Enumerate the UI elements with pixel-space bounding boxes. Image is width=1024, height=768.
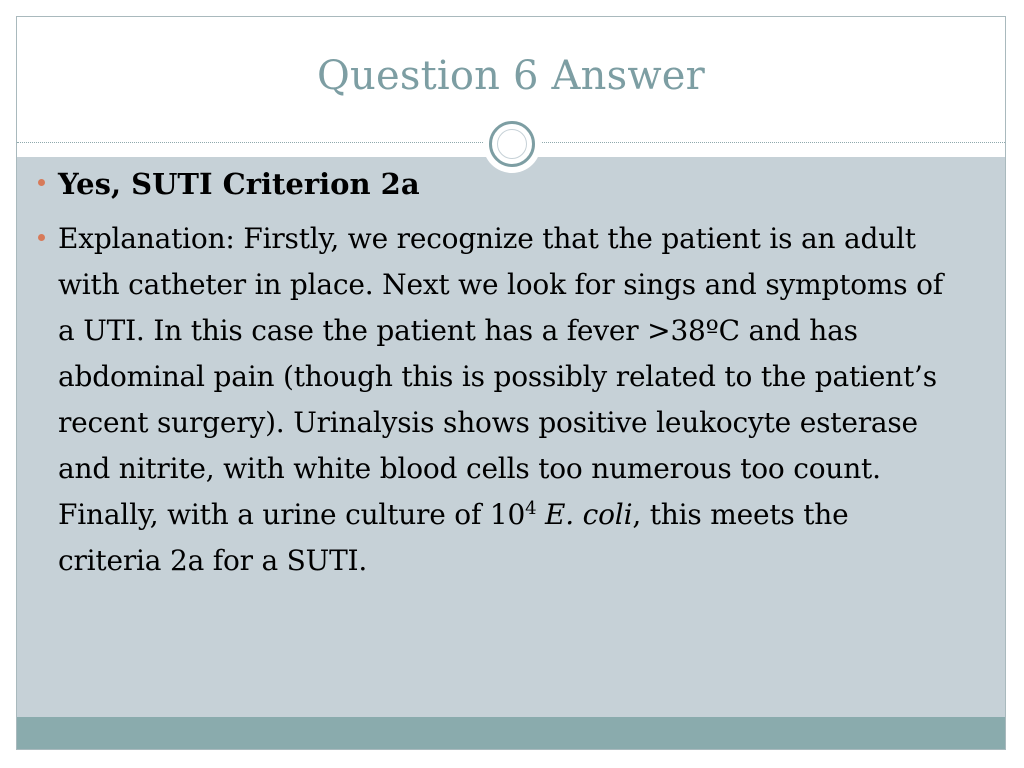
bullet-answer <box>58 166 958 202</box>
bullet-dot-icon <box>38 179 45 186</box>
bullet-dot-icon <box>38 234 45 241</box>
explanation-text: Explanation: Firstly, we recognize that the patient is an adult with catheter in place. Next we look for sings and symptoms of a UTI. In this case the patient has a fever >38ºC and has abdominal pain (though this is possibly related to the patient’s recent surgery). Urinalysis shows positive leukocyte esterase and nitrite, with white blood cells too numerous too count. Finally, with a urine culture of 10 <box>58 222 943 531</box>
organism-name: E. coli <box>545 498 633 531</box>
bullet-answer-text: Yes, SUTI Criterion 2a <box>58 167 420 201</box>
exponent: 4 <box>525 498 537 519</box>
ring-ornament-icon <box>483 115 541 173</box>
explanation-conclusion: , this meets the criteria 2a for a SUTI. <box>58 498 849 577</box>
bullet-list <box>58 166 958 598</box>
ring-outer <box>489 121 535 167</box>
footer-band <box>17 717 1005 750</box>
bullet-explanation <box>58 216 958 584</box>
ring-inner <box>497 129 527 159</box>
spacer <box>536 498 545 531</box>
slide-title: Question 6 Answer <box>317 53 705 99</box>
